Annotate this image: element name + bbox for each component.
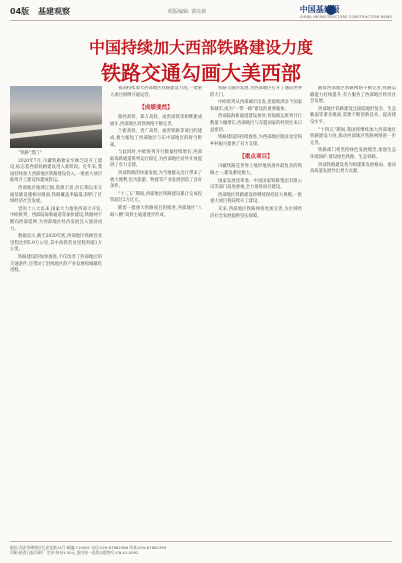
- paragraph: 与此同时,中欧班列开行数量持续增长,西部陆海新通道班列运行稳定,为西部地区对外开放提供了有力支撑。: [110, 150, 202, 169]
- section-subheading: 【重点项目】: [239, 154, 273, 161]
- paragraph: “十四五”期间,我国将继续加大西部地区铁路建设力度,推动西部地区铁路网络进一步完善。: [310, 127, 396, 146]
- paragraph: 国家发展改革委、中国国家铁路集团有限公司等部门高度重视,全力推进项目建设。: [210, 178, 302, 191]
- headline-line-1: 中国持续加大西部铁路建设力度: [88, 38, 313, 57]
- paragraph: 铁路建设的持续推进,为西部地区脱贫攻坚和乡村振兴提供了有力支撑。: [210, 135, 302, 147]
- headline-line-2: 铁路交通勾画大美西部: [101, 61, 301, 85]
- editor-credit: 组版编辑: 郭亮新: [168, 9, 207, 15]
- paragraph: 西部铁路的快速发展,为当地群众出行带来了极大便利,也为旅游、物流等产业发展创造了良好条件。: [110, 170, 202, 190]
- paragraph: 中欧班列从西部城市出发,连接欧洲多个国家和城市,成为“一带一路”建设的重要载体。: [210, 100, 302, 112]
- paragraph: 党的十八大以来,国家大力推进西部大开发,中欧班列、西部陆海新通道等加快建设,铁路网不断向西部延伸,为西部地区经济发展注入强劲动力。: [10, 206, 102, 232]
- paragraph: 川藏铁路是世界上地形地质条件最复杂的铁路之一,建设难度极大。: [210, 164, 302, 176]
- footer-printing: 印刷:陕西日报印刷厂 定价:每份1.50元 国内统一连续出版物号:CN 61-0092: [10, 550, 139, 555]
- paragraph: 银西高铁、郑万高铁、成贵高铁等相继建成通车,西部地区高铁网络不断完善。: [110, 115, 202, 127]
- paragraph: 铁路部门将坚持绿色发展理念,加强生态环境保护,建设绿色铁路、生态铁路。: [310, 148, 396, 160]
- article-column-4: [310, 86, 396, 525]
- section-name: 基建观察: [38, 7, 70, 16]
- paragraph: 西部铁路建设将为构建新发展格局、推动高质量发展作出更大贡献。: [310, 162, 396, 175]
- footer-address: 地址:西安市碑林区长安北路14号 邮编:710061 电话:029-87662388 传真:029-87662399: [10, 545, 167, 550]
- page-header: [10, 4, 392, 21]
- paragraph: 随着西部地区铁路网络不断完善,铁路运输能力持续提升,有力服务了西部地区经济社会发展。: [310, 86, 396, 105]
- section-subheading: 【成绩斐然】: [139, 105, 173, 112]
- paragraph: 铁路建设的加快推进,不仅改善了西部地区的交通条件,还带动了沿线地区的产业发展和城镇化进程。: [10, 254, 102, 274]
- paragraph: 兰新高铁、贵广高铁、渝贵铁路等项目的建成,极大缩短了西部地区与东中部地区的时空距离。: [110, 129, 202, 148]
- paragraph: 我国持续加大西部地区铁路建设力度,一批重大项目相继开通运营。: [110, 86, 202, 98]
- brand-name: 中国基建报: [299, 5, 340, 14]
- paragraph: 2020年7月,川藏铁路雅安至林芝段开工建设,标志着西部铁路建设进入新阶段。近年来,我国持续加大西部地区铁路建设投入,一批重大项目陆续开工建设和建成投运。: [10, 158, 102, 184]
- paragraph: 数据显示,截至2020年底,西部地区铁路营业里程达到5.9万公里,其中高铁营业里程突破1万公里。: [10, 234, 102, 253]
- article-column-2: [110, 86, 202, 525]
- page-number: 04版: [10, 7, 30, 16]
- paragraph: 西部陆海新通道建设加快,铁海联运班列开行数量大幅增长,西部地区与东盟国家的经贸往来日益密切。: [210, 114, 302, 133]
- paragraph: 未来,西部地区铁路网将更加完善,为区域经济社会发展提供坚实保障。: [210, 206, 302, 219]
- paragraph: 西部地区铁路建设还面临地形复杂、生态脆弱等诸多挑战,需要不断创新技术、提高建设水平。: [310, 106, 396, 125]
- article-column-3: [210, 86, 302, 525]
- photo-caption: “铁路”货门”: [18, 151, 42, 156]
- article-column-1: [10, 86, 102, 525]
- newspaper-brand: [300, 4, 392, 19]
- brand-english: CHINA INFRASTRUCTURE CONSTRUCTION NEWS: [299, 15, 392, 19]
- page-footer: [10, 541, 392, 555]
- paragraph: 西部地区铁路建设将继续保持较大规模,一批重大项目将陆续开工建设。: [210, 192, 302, 205]
- paragraph: “十三五”期间,西部地区铁路建设累计完成投资超过2万亿元。: [110, 191, 202, 204]
- railway-photo: [10, 86, 102, 148]
- paragraph: 随着一批重大铁路项目的推进,西部地区“八纵八横”高铁主通道逐步形成。: [110, 205, 202, 218]
- paragraph: 铁路交通的发展,为西部地区打开了通向世界的大门。: [210, 86, 302, 98]
- paragraph: 西部地区地域辽阔,资源丰富,但长期以来交通基础设施相对薄弱,铁路覆盖率偏低,制约了区域经济社会发展。: [10, 185, 102, 205]
